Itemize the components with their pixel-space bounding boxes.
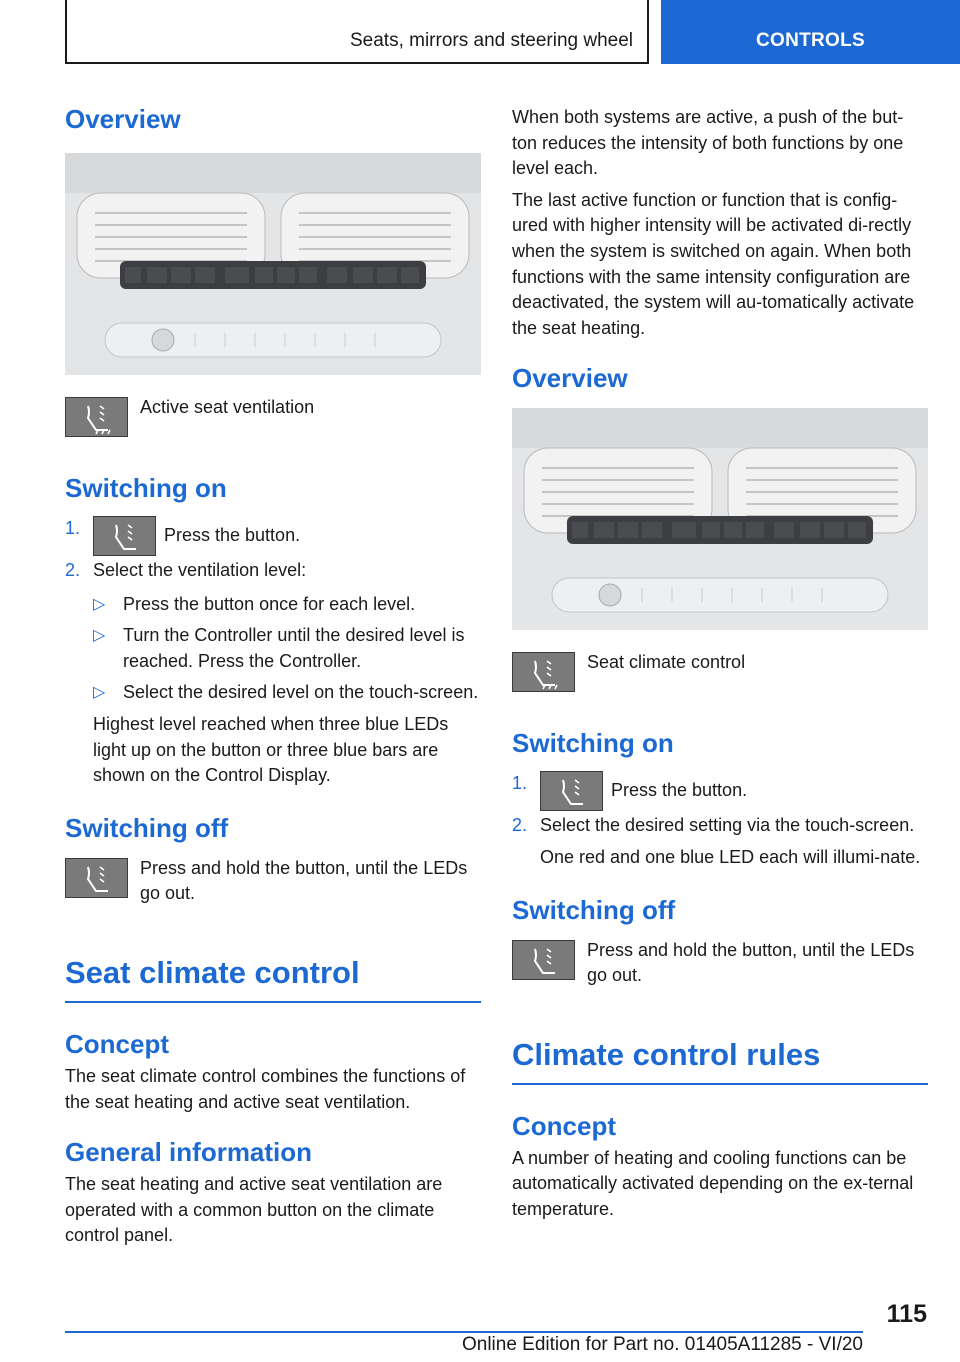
general-information-text: The seat heating and active seat ventilation are operated with a common button on the climate control panel.	[65, 1174, 443, 1246]
step-text: Press the button.	[164, 524, 301, 545]
list-item: ▷ Press the button once for each level.	[93, 592, 481, 618]
icon-caption: Seat climate control	[587, 652, 746, 673]
switching-off-heading: Switching off	[65, 812, 229, 843]
led-note: One red and one blue LED each will illumi-nate.	[540, 846, 921, 867]
concept-text: A number of heating and cooling functions can be automatically activated depending on the ex-ternal temperature.	[512, 1147, 914, 1219]
page-header	[0, 0, 960, 64]
overview-heading: Overview	[65, 104, 181, 134]
switch-on-steps	[65, 516, 481, 584]
step-number: 2.	[512, 815, 528, 836]
concept-text: The seat climate control combines the functions of the seat heating and active seat ventilation.	[65, 1065, 466, 1112]
triangle-bullet-icon: ▷	[93, 684, 106, 702]
step-text: Select the ventilation level:	[93, 560, 307, 580]
right-column	[512, 105, 928, 1223]
concept-heading: Concept	[512, 1110, 616, 1141]
list-item: ▷ Turn the Controller until the desired level is reached. Press the Controller.	[93, 623, 481, 674]
climate-panel-illustration	[65, 153, 481, 375]
overview-heading: Overview	[512, 363, 628, 394]
switching-on-heading: Switching on	[65, 473, 227, 503]
step-number: 1.	[512, 773, 528, 794]
edition-footer[interactable]: Online Edition for Part no. 01405A11285 - VI/20	[461, 1334, 863, 1355]
concept-heading: Concept	[65, 1028, 169, 1059]
switching-off-heading: Switching off	[512, 894, 676, 925]
list-item	[512, 813, 928, 839]
step-number: 2.	[65, 560, 81, 580]
list-item	[65, 558, 481, 584]
triangle-bullet-icon: ▷	[93, 627, 106, 645]
climate-panel-photo	[512, 408, 928, 630]
climate-control-rules-heading: Climate control rules	[512, 1037, 928, 1085]
seat-ventilation-icon	[93, 516, 156, 556]
seat-climate-icon	[540, 771, 603, 811]
footer-divider	[65, 1331, 863, 1333]
chapter-tab[interactable]: CONTROLS	[661, 0, 960, 64]
highest-level-note: Highest level reached when three blue LEDs light up on the button or three blue bars are shown on the Control Display.	[93, 713, 449, 786]
seat-climate-control-heading: Seat climate control	[65, 955, 481, 1003]
seat-climate-icon	[512, 652, 575, 692]
icon-caption: Active seat ventilation	[140, 397, 315, 417]
section-title: Seats, mirrors and steering wheel	[65, 0, 649, 64]
seat-ventilation-icon	[65, 397, 128, 437]
caption-row	[65, 397, 481, 437]
list-item: ▷ Select the desired level on the touch-screen.	[93, 680, 481, 706]
climate-panel-illustration	[512, 408, 928, 630]
switching-on-heading: Switching on	[512, 728, 674, 759]
seat-ventilation-icon	[65, 858, 128, 898]
page-number: 115	[886, 1300, 927, 1328]
ventilation-options	[93, 592, 481, 706]
caption-row	[512, 652, 928, 692]
step-text: Press the button.	[611, 780, 748, 801]
last-active-text: The last active function or function that is config-ured with higher intensity will be activated di-rectly when the system is switched on again. When both functions with the same intensity configuration are deactivated, the system will au-tomatically activate the seat heating.	[512, 189, 915, 338]
switch-off-row	[65, 858, 481, 907]
both-active-text: When both systems are active, a push of the but-ton reduces the intensity of both functions by one level each.	[512, 107, 904, 179]
switch-off-row	[512, 940, 928, 989]
climate-panel-photo	[65, 153, 481, 375]
switch-off-text: Press and hold the button, until the LEDs go out.	[140, 857, 468, 904]
switch-off-text: Press and hold the button, until the LEDs go out.	[587, 939, 915, 986]
general-information-heading: General information	[65, 1137, 313, 1168]
step-number: 1.	[65, 518, 81, 538]
triangle-bullet-icon: ▷	[93, 595, 106, 613]
step-text: Select the desired setting via the touch-screen.	[540, 815, 915, 836]
list-item	[65, 516, 481, 556]
list-item	[512, 771, 928, 811]
seat-climate-icon	[512, 940, 575, 980]
left-column	[65, 100, 481, 1249]
switch-on-steps	[512, 771, 928, 839]
